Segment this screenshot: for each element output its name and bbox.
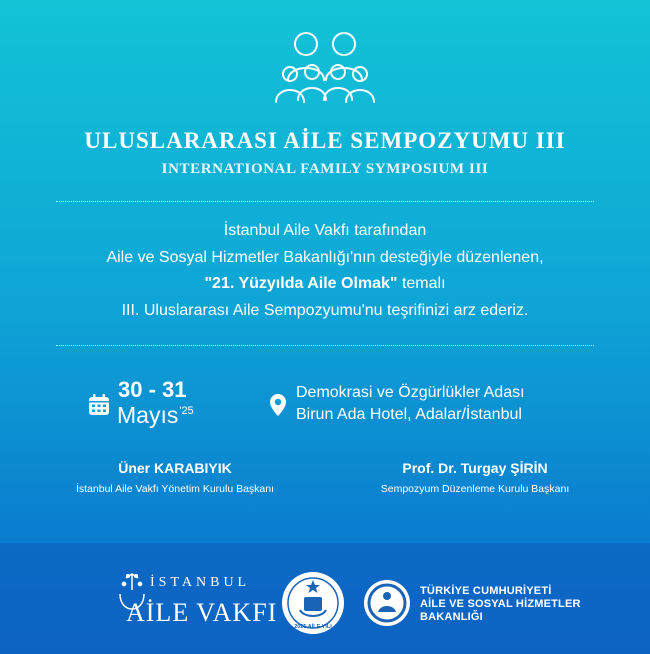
ministry-line-3: BAKANLIĞI [420, 611, 483, 623]
event-year: '25 [179, 405, 194, 417]
host-2 [340, 460, 610, 495]
host-name: Üner KARABIYIK [118, 460, 232, 476]
ministry-name [420, 585, 581, 624]
ministry-line-1: TÜRKİYE CUMHURİYETİ [420, 585, 552, 597]
invitation-line-4: III. Uluslararası Aile Sempozyumu'nu teşrifinizi arz ederiz. [121, 301, 529, 319]
host-name: Prof. Dr. Turgay ŞİRİN [402, 460, 548, 476]
event-dates: 30 - 31 [118, 377, 187, 402]
logo-aile-vakfi-text: AİLE VAKFI [126, 598, 278, 627]
page-subtitle: INTERNATIONAL FAMILY SYMPOSIUM III [161, 161, 489, 177]
venue-line-1: Demokrasi ve Özgürlükler Adası [296, 384, 525, 401]
invitation-line-2: Aile ve Sosyal Hizmetler Bakanlığı'nın desteğiyle düzenlenen, [106, 248, 544, 266]
host-role: İstanbul Aile Vakfı Yönetim Kurulu Başkanı [75, 483, 275, 495]
venue-line-2: Birun Ada Hotel, Adalar/İstanbul [296, 406, 522, 423]
page-title: ULUSLARARASI AİLE SEMPOZYUMU III [84, 128, 566, 153]
family-group-icon [268, 28, 382, 112]
venue [296, 382, 525, 426]
invitation-text [0, 218, 650, 324]
family-year-emblem-icon [280, 570, 346, 636]
location-pin-icon [269, 393, 287, 417]
logo-istanbul-text: İSTANBUL [150, 575, 251, 590]
event-month-label: Mayıs [117, 402, 179, 428]
host-role: Sempozyum Düzenleme Kurulu Başkanı [380, 483, 570, 495]
dotted-divider [56, 201, 594, 202]
invitation-line-1: İstanbul Aile Vakfı tarafından [223, 222, 427, 239]
invitation-line-3 [0, 271, 650, 298]
dotted-divider [56, 345, 594, 346]
calendar-icon [88, 394, 110, 416]
event-month [117, 402, 193, 429]
theme-title: "21. Yüzyılda Aile Olmak" [204, 275, 398, 292]
ministry-emblem-icon [362, 578, 412, 628]
host-1 [30, 460, 320, 495]
emblem-caption: 2025 AİLE YILI [294, 624, 332, 630]
theme-suffix: temalı [397, 275, 446, 292]
ministry-line-2: AİLE VE SOSYAL HİZMETLER [420, 598, 581, 610]
